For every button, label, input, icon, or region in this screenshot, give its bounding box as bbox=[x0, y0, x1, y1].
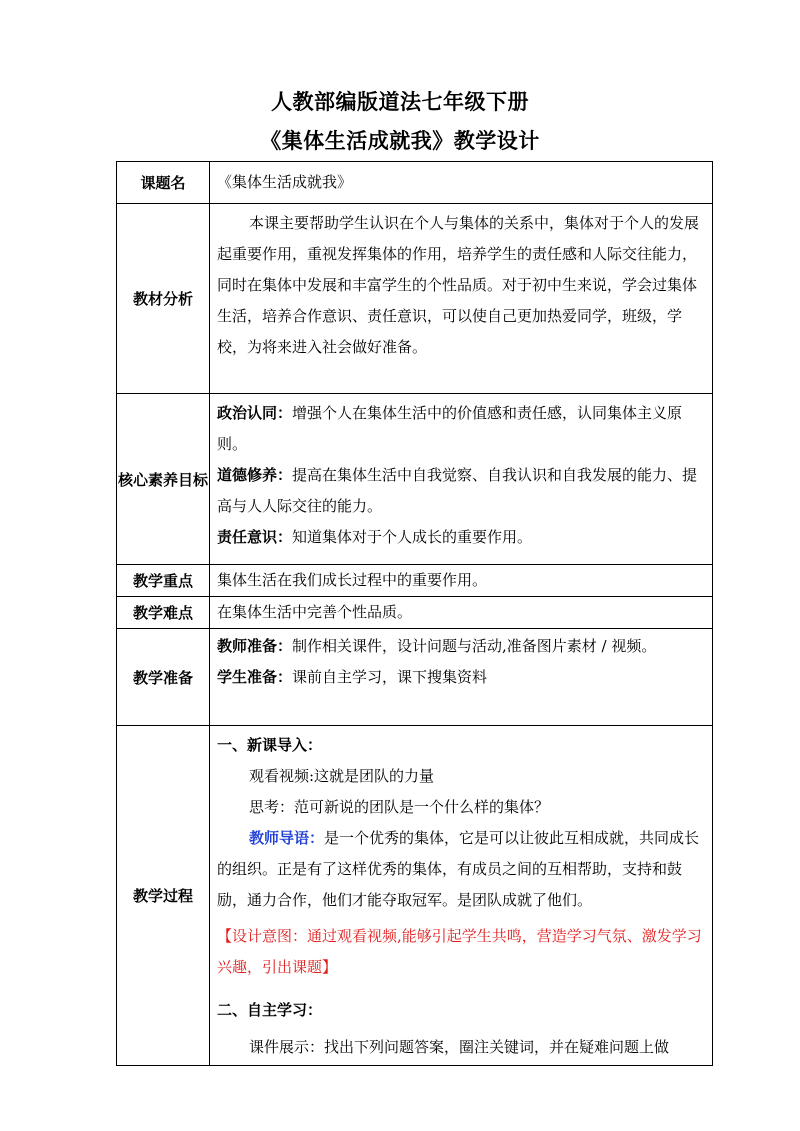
label-difficulty: 教学难点 bbox=[117, 597, 210, 629]
label-goals: 核心素养目标 bbox=[117, 394, 210, 565]
row-analysis bbox=[117, 204, 713, 394]
label-prep: 教学准备 bbox=[117, 629, 210, 726]
value-difficulty: 在集体生活中完善个性品质。 bbox=[210, 597, 713, 629]
row-topic bbox=[117, 162, 713, 204]
label-key-point: 教学重点 bbox=[117, 565, 210, 597]
lesson-plan-table bbox=[116, 161, 713, 1066]
section-intro-heading: 一、新课导入： bbox=[217, 736, 323, 754]
row-difficulty bbox=[117, 597, 713, 629]
section-self-study-heading: 二、自主学习： bbox=[217, 1001, 323, 1019]
teacher-guide: 教师导语：是一个优秀的集体，它是可以让彼此互相成就，共同成长的组织。正是有了这样优秀的集体，有成员之间的互相帮助，支持和鼓励，通力合作，他们才能夺取冠军。是团队成就了他们。 bbox=[217, 829, 700, 909]
courseware-line: 课件展示：找出下列问题答案，圈注关键词，并在疑难问题上做 bbox=[249, 1038, 670, 1056]
label-analysis: 教材分析 bbox=[117, 204, 210, 394]
doc-title-line1: 人教部编版道法七年级下册 bbox=[271, 90, 529, 114]
value-topic: 《集体生活成就我》 bbox=[210, 162, 713, 204]
design-intent: 【设计意图：通过观看视频,能够引起学生共鸣，营造学习气氛、激发学习兴趣，引出课题】 bbox=[217, 927, 702, 976]
row-key-point bbox=[117, 565, 713, 597]
value-key-point: 集体生活在我们成长过程中的重要作用。 bbox=[210, 565, 713, 597]
student-prep: 学生准备：课前自主学习，课下搜集资料 bbox=[217, 668, 488, 686]
think-line: 思考：范可新说的团队是一个什么样的集体？ bbox=[249, 798, 550, 816]
analysis-text: 本课主要帮助学生认识在个人与集体的关系中，集体对于个人的发展起重要作用，重视发挥集体的作用，培养学生的责任感和人际交往能力，同时在集体中发展和丰富学生的个性品质。对于初中生来说，学会过集体生活，培养合作意识、责任意识，可以使自己更加热爱同学，班级，学校，为将来进入社会做好准备。 bbox=[217, 214, 700, 356]
row-goals bbox=[117, 394, 713, 565]
goal-item: 责任意识：知道集体对于个人成长的重要作用。 bbox=[217, 528, 533, 546]
teacher-prep: 教师准备：制作相关课件，设计问题与活动,准备图片素材 / 视频。 bbox=[217, 637, 657, 655]
goal-item: 道德修养：提高在集体生活中自我觉察、自我认识和自我发展的能力、提高与人人际交往的能力。 bbox=[217, 466, 698, 515]
doc-title-line2: 《集体生活成就我》教学设计 bbox=[260, 129, 540, 153]
label-process: 教学过程 bbox=[117, 726, 210, 1066]
label-topic: 课题名 bbox=[117, 162, 210, 204]
goal-item: 政治认同：增强个人在集体生活中的价值感和责任感，认同集体主义原则。 bbox=[217, 404, 683, 453]
row-prep bbox=[117, 629, 713, 726]
video-line: 观看视频:这就是团队的力量 bbox=[249, 767, 435, 785]
row-process bbox=[117, 726, 713, 1066]
